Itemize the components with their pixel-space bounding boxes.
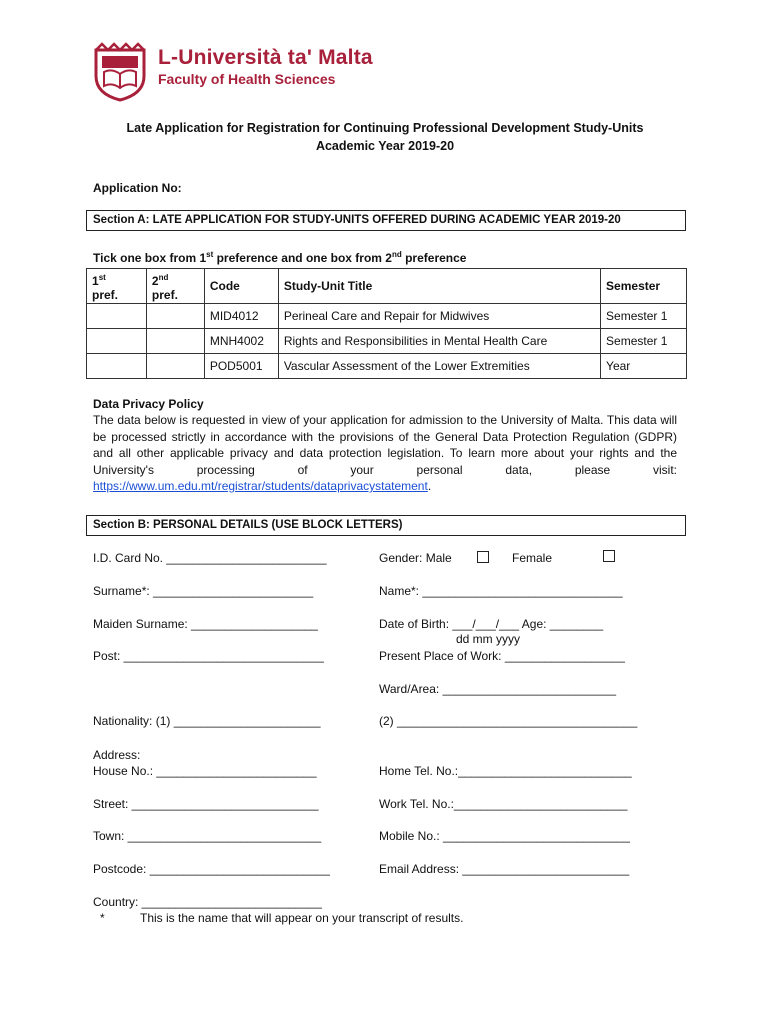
gender-label: Gender: Male <box>379 551 452 565</box>
table-row <box>87 329 687 354</box>
dob-format-hint: dd mm yyyy <box>456 632 521 646</box>
footnote-star: * <box>100 911 105 925</box>
application-no-label: Application No: <box>93 181 182 195</box>
footnote-text: This is the name that will appear on your transcript of results. <box>140 911 464 925</box>
university-name: L-Università ta' Malta <box>158 46 373 69</box>
mobile-field[interactable]: Mobile No.: ____________________________ <box>379 829 630 843</box>
present-work-field[interactable]: Present Place of Work: __________________ <box>379 649 625 663</box>
ward-area-field[interactable]: Ward/Area: __________________________ <box>379 682 617 696</box>
female-label: Female <box>512 551 553 565</box>
unit-code: MNH4002 <box>204 329 278 354</box>
pref1-cell[interactable] <box>87 329 147 354</box>
nationality-field[interactable]: Nationality: (1) ______________________ <box>93 714 321 728</box>
header-semester: Semester <box>601 269 687 304</box>
preference-instruction: Tick one box from 1st preference and one box from 2nd preference <box>93 250 467 265</box>
study-units-table <box>86 268 687 379</box>
unit-title: Perineal Care and Repair for Midwives <box>278 304 600 329</box>
pref1-cell[interactable] <box>87 304 147 329</box>
unit-code: MID4012 <box>204 304 278 329</box>
home-tel-field[interactable]: Home Tel. No.:__________________________ <box>379 764 632 778</box>
post-field[interactable]: Post: ______________________________ <box>93 649 324 663</box>
unit-semester: Semester 1 <box>601 329 687 354</box>
privacy-link[interactable]: https://www.um.edu.mt/registrar/students/dataprivacystatement <box>93 479 428 493</box>
address-label: Address: <box>93 748 141 762</box>
male-checkbox[interactable] <box>477 551 489 563</box>
country-field[interactable]: Country: ___________________________ <box>93 895 322 909</box>
faculty-name: Faculty of Health Sciences <box>158 71 336 87</box>
house-no-field[interactable]: House No.: ________________________ <box>93 764 317 778</box>
pref2-cell[interactable] <box>146 354 204 379</box>
nationality-2-field[interactable]: (2) ____________________________________ <box>379 714 638 728</box>
university-crest-icon <box>88 42 152 102</box>
header-1st-pref: 1st pref. <box>87 269 147 304</box>
town-field[interactable]: Town: _____________________________ <box>93 829 322 843</box>
unit-code: POD5001 <box>204 354 278 379</box>
maiden-surname-field[interactable]: Maiden Surname: ___________________ <box>93 617 318 631</box>
section-a-heading: Section A: LATE APPLICATION FOR STUDY-UNITS OFFERED DURING ACADEMIC YEAR 2019-20 <box>86 210 686 231</box>
unit-semester: Semester 1 <box>601 304 687 329</box>
unit-title: Rights and Responsibilities in Mental Health Care <box>278 329 600 354</box>
table-row <box>87 304 687 329</box>
postcode-field[interactable]: Postcode: ___________________________ <box>93 862 330 876</box>
surname-field[interactable]: Surname*: ________________________ <box>93 584 314 598</box>
academic-year: Academic Year 2019-20 <box>315 139 455 153</box>
street-field[interactable]: Street: ____________________________ <box>93 797 319 811</box>
pref2-cell[interactable] <box>146 329 204 354</box>
header-title: Study-Unit Title <box>278 269 600 304</box>
section-b-heading: Section B: PERSONAL DETAILS (USE BLOCK LETTERS) <box>86 515 686 536</box>
id-card-field[interactable]: I.D. Card No. ________________________ <box>93 551 327 565</box>
header-2nd-pref: 2nd pref. <box>146 269 204 304</box>
unit-title: Vascular Assessment of the Lower Extremities <box>278 354 600 379</box>
pref1-cell[interactable] <box>87 354 147 379</box>
pref2-cell[interactable] <box>146 304 204 329</box>
privacy-text: The data below is requested in view of your application for admission to the University of Malta. This data will be processed strictly in accordance with the provisions of the General Data Protection Regulation (GDPR) and all other applicable privacy and data protection legislation. To learn more about your rights and the University's processing of your personal data, please visit: https://www.um.edu.mt/registrar/students/dataprivacystatement. <box>93 413 677 493</box>
work-tel-field[interactable]: Work Tel. No.:__________________________ <box>379 797 628 811</box>
privacy-heading: Data Privacy Policy <box>93 397 204 411</box>
unit-semester: Year <box>601 354 687 379</box>
table-row <box>87 354 687 379</box>
email-field[interactable]: Email Address: _________________________ <box>379 862 630 876</box>
table-header-row <box>87 269 687 304</box>
female-checkbox[interactable] <box>603 550 615 562</box>
header-code: Code <box>204 269 278 304</box>
form-title: Late Application for Registration for Continuing Professional Development Study-Units <box>126 121 644 135</box>
date-of-birth-field[interactable]: Date of Birth: ___/___/___ Age: ________ <box>379 617 604 631</box>
name-field[interactable]: Name*: ______________________________ <box>379 584 623 598</box>
